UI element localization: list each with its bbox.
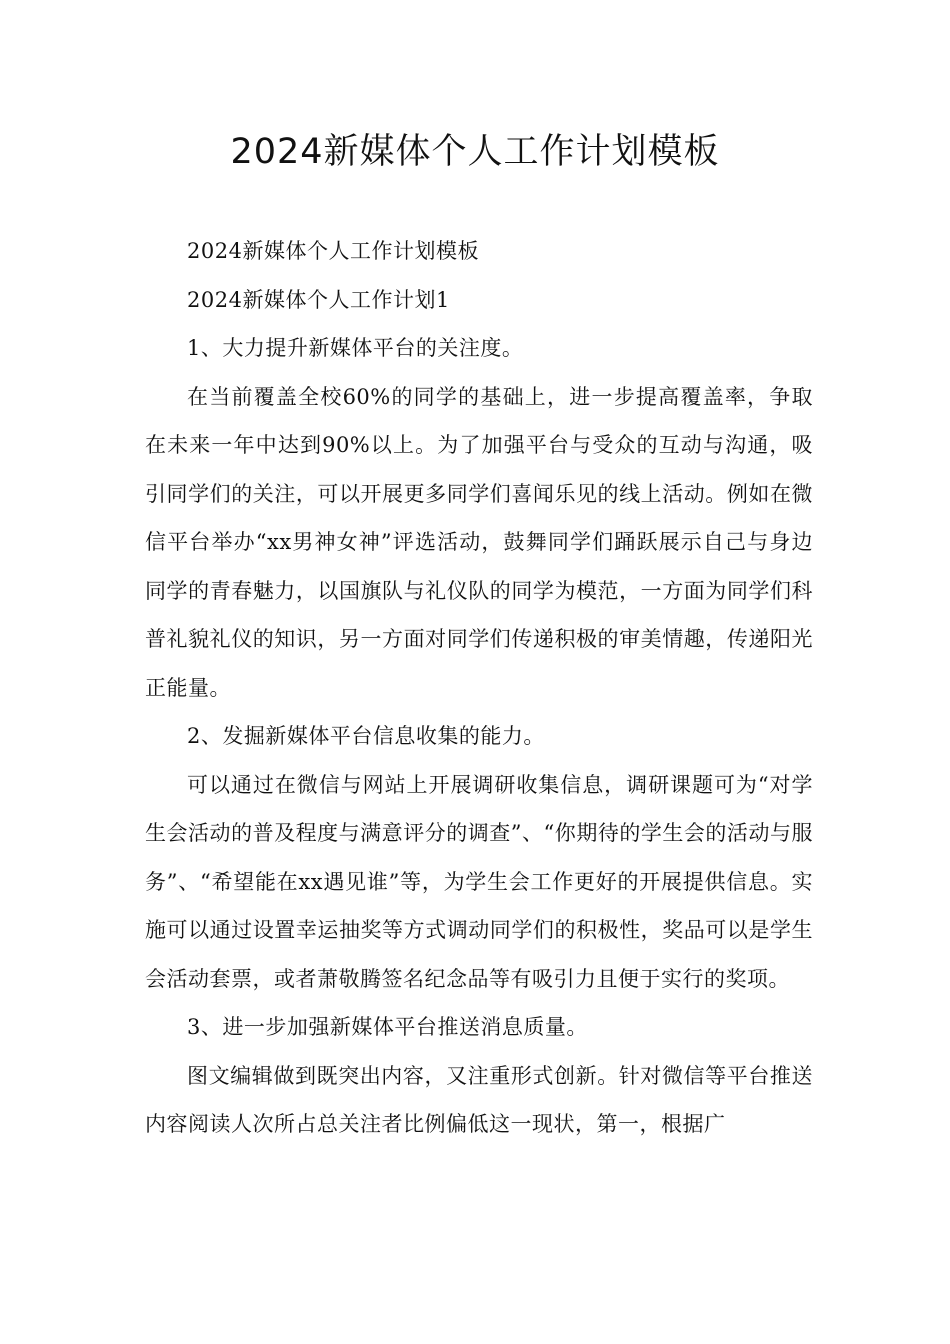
paragraph-section-1-body: 在当前覆盖全校60%的同学的基础上，进一步提高覆盖率，争取在未来一年中达到90%以上。为了加强平台与受众的互动与沟通，吸引同学们的关注，可以开展更多同学们喜闻乐见的线上活动。例如在微信平台举办“xx男神女神”评选活动，鼓舞同学们踊跃展示自己与身边同学的青春魅力，以国旗队与礼仪队的同学为模范，一方面为同学们科普礼貌礼仪的知识，另一方面对同学们传递积极的审美情趣，传递阳光正能量。 xyxy=(145,384,813,700)
paragraph-subtitle: 2024新媒体个人工作计划模板 xyxy=(187,239,479,263)
paragraph-section-2-heading: 2、发掘新媒体平台信息收集的能力。 xyxy=(187,724,545,748)
document-title: 2024新媒体个人工作计划模板 xyxy=(230,132,720,172)
paragraph-section-3-body: 图文编辑做到既突出内容，又注重形式创新。针对微信等平台推送内容阅读人次所占总关注者比例偏低这一现状，第一，根据广 xyxy=(145,1063,813,1136)
document-body xyxy=(145,227,813,1149)
paragraph-plan-heading: 2024新媒体个人工作计划1 xyxy=(187,287,450,312)
paragraph-section-2-body: 可以通过在微信与网站上开展调研收集信息，调研课题可为“对学生会活动的普及程度与满意评分的调查”、“你期待的学生会的活动与服务”、“希望能在xx遇见谁”等，为学生会工作更好的开展提供信息。实施可以通过设置幸运抽奖等方式调动同学们的积极性，奖品可以是学生会活动套票，或者萧敬腾签名纪念品等有吸引力且便于实行的奖项。 xyxy=(145,772,813,991)
paragraph-section-3-heading: 3、进一步加强新媒体平台推送消息质量。 xyxy=(187,1015,588,1039)
paragraph-section-1-heading: 1、大力提升新媒体平台的关注度。 xyxy=(187,336,524,360)
